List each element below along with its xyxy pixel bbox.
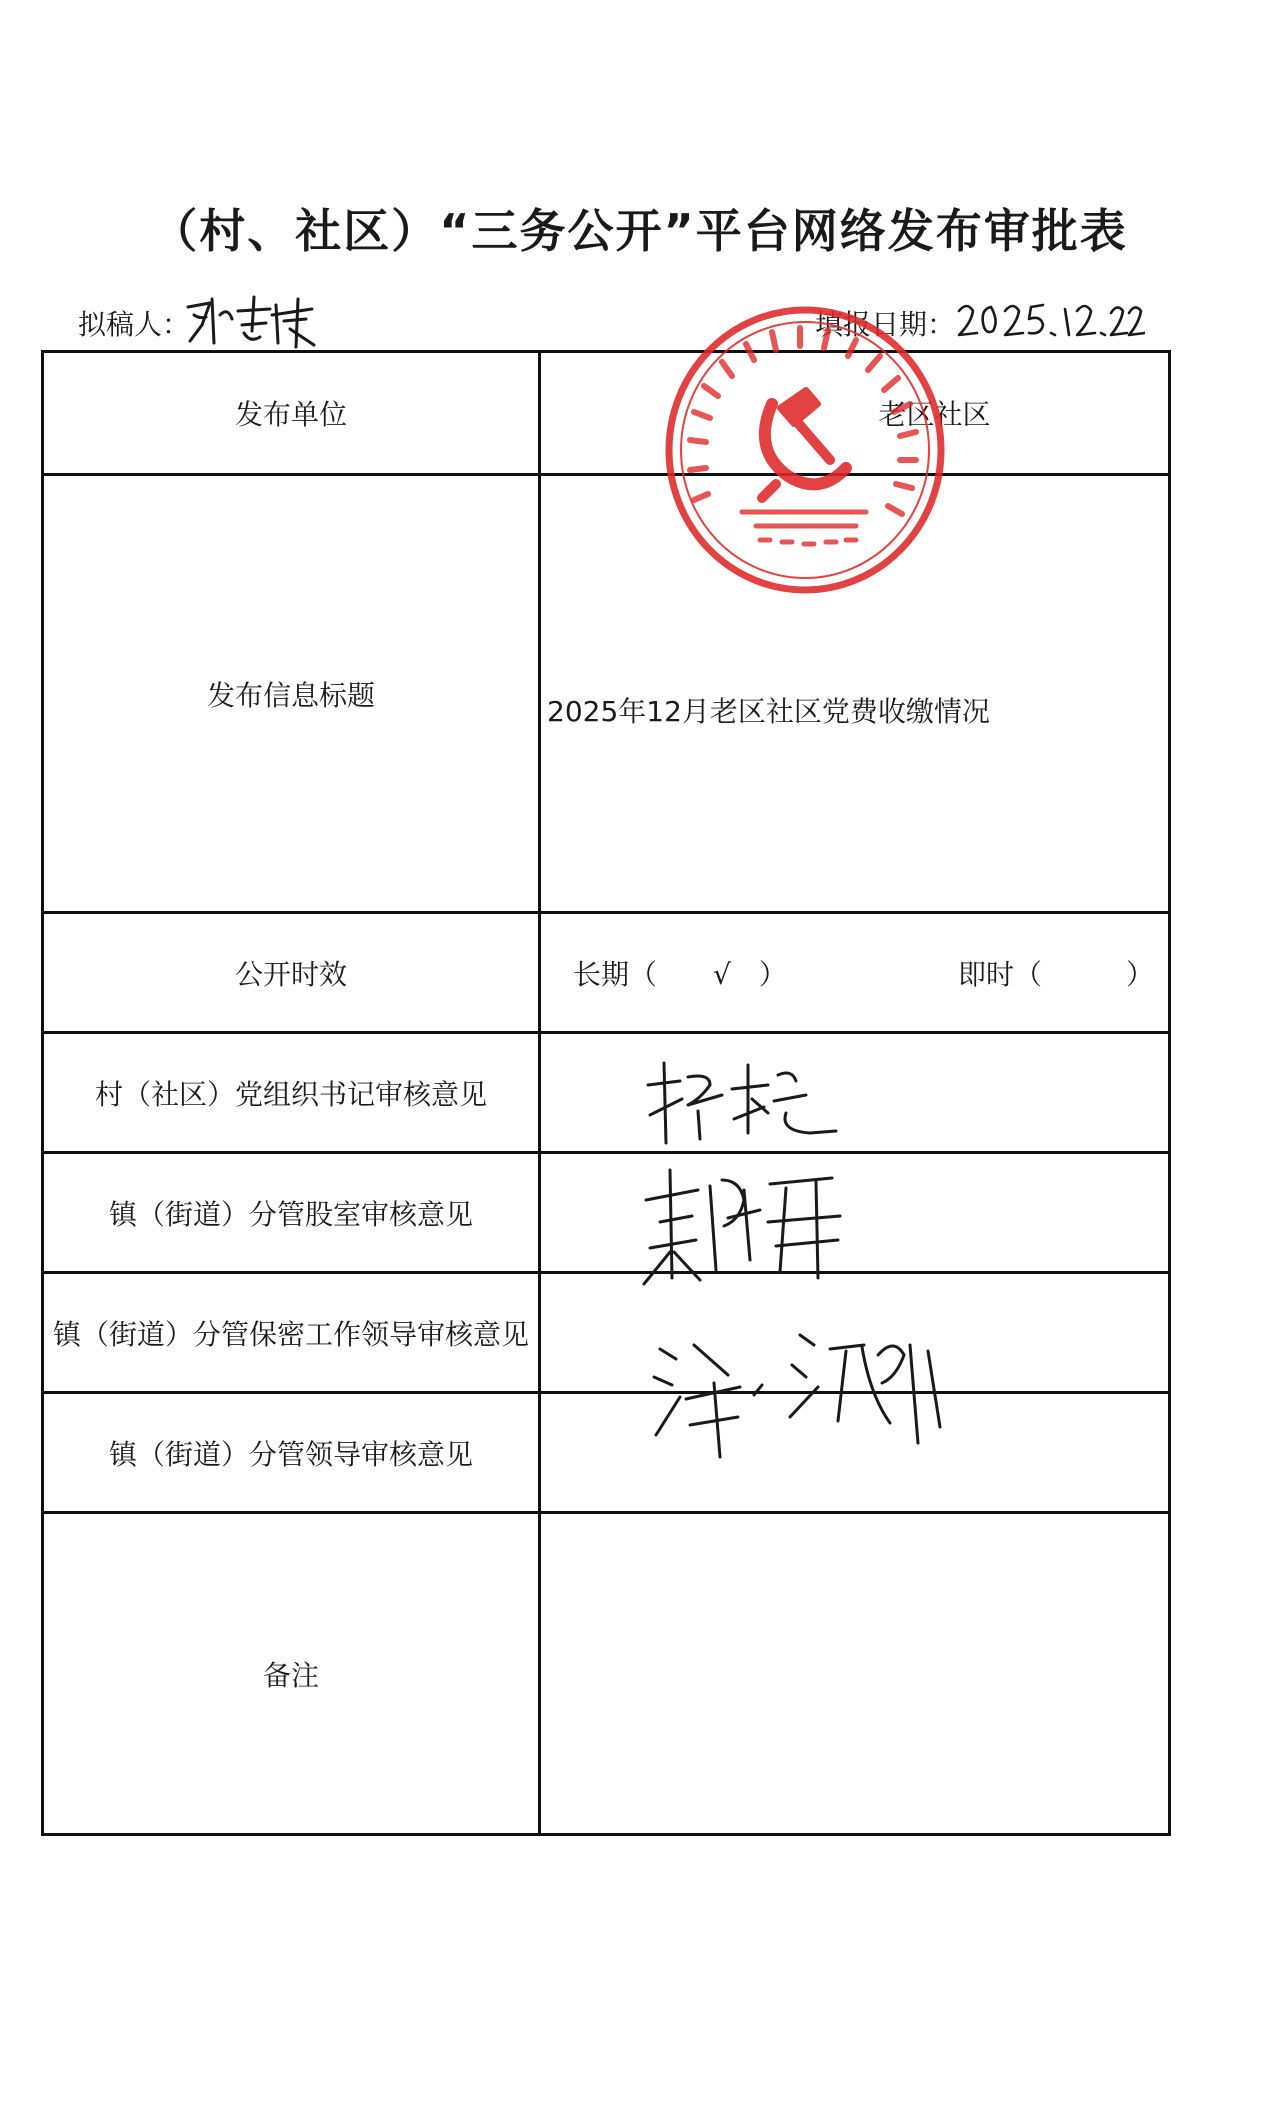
publisher-unit-value: 老区社区 bbox=[878, 398, 991, 431]
security-leader-review-label: 镇（街道）分管保密工作领导审核意见 bbox=[43, 1273, 540, 1393]
approval-table bbox=[41, 350, 1171, 1836]
secretary-signature bbox=[640, 1055, 840, 1150]
info-title-value: 2025年12月老区社区党费收缴情况 bbox=[547, 694, 990, 728]
leader-review-label: 镇（街道）分管领导审核意见 bbox=[43, 1393, 540, 1513]
department-review-cell bbox=[540, 1153, 1170, 1273]
official-seal bbox=[660, 300, 950, 600]
long-term-option: 长期（ √ ） bbox=[573, 957, 787, 991]
remarks-cell bbox=[540, 1513, 1170, 1835]
remarks-label: 备注 bbox=[43, 1513, 540, 1835]
date-label: 填报日期： bbox=[815, 308, 956, 341]
secretary-review-cell bbox=[540, 1033, 1170, 1153]
table-row bbox=[43, 1153, 1170, 1273]
secretary-review-label: 村（社区）党组织书记审核意见 bbox=[43, 1033, 540, 1153]
table-row bbox=[43, 475, 1170, 913]
table-row bbox=[43, 352, 1170, 475]
info-title-label: 发布信息标题 bbox=[43, 475, 540, 913]
table-row bbox=[43, 1273, 1170, 1393]
publisher-unit-label: 发布单位 bbox=[43, 352, 540, 475]
table-row bbox=[43, 1513, 1170, 1835]
document-title: （村、社区）“三务公开”平台网络发布审批表 bbox=[151, 204, 1128, 258]
drafter-signature bbox=[180, 285, 330, 355]
table-row bbox=[43, 913, 1170, 1033]
immediate-option: 即时（ ） bbox=[957, 957, 1154, 991]
disclosure-period-cell bbox=[540, 913, 1170, 1033]
handwritten-date bbox=[955, 295, 1145, 345]
table-row bbox=[43, 1033, 1170, 1153]
department-review-label: 镇（街道）分管股室审核意见 bbox=[43, 1153, 540, 1273]
hammer-sickle-icon bbox=[762, 390, 846, 498]
department-signature bbox=[640, 1160, 850, 1290]
drafter-label: 拟稿人： bbox=[78, 308, 191, 341]
table-row bbox=[43, 1393, 1170, 1513]
disclosure-period-label: 公开时效 bbox=[43, 913, 540, 1033]
leader-signatures bbox=[650, 1325, 970, 1465]
